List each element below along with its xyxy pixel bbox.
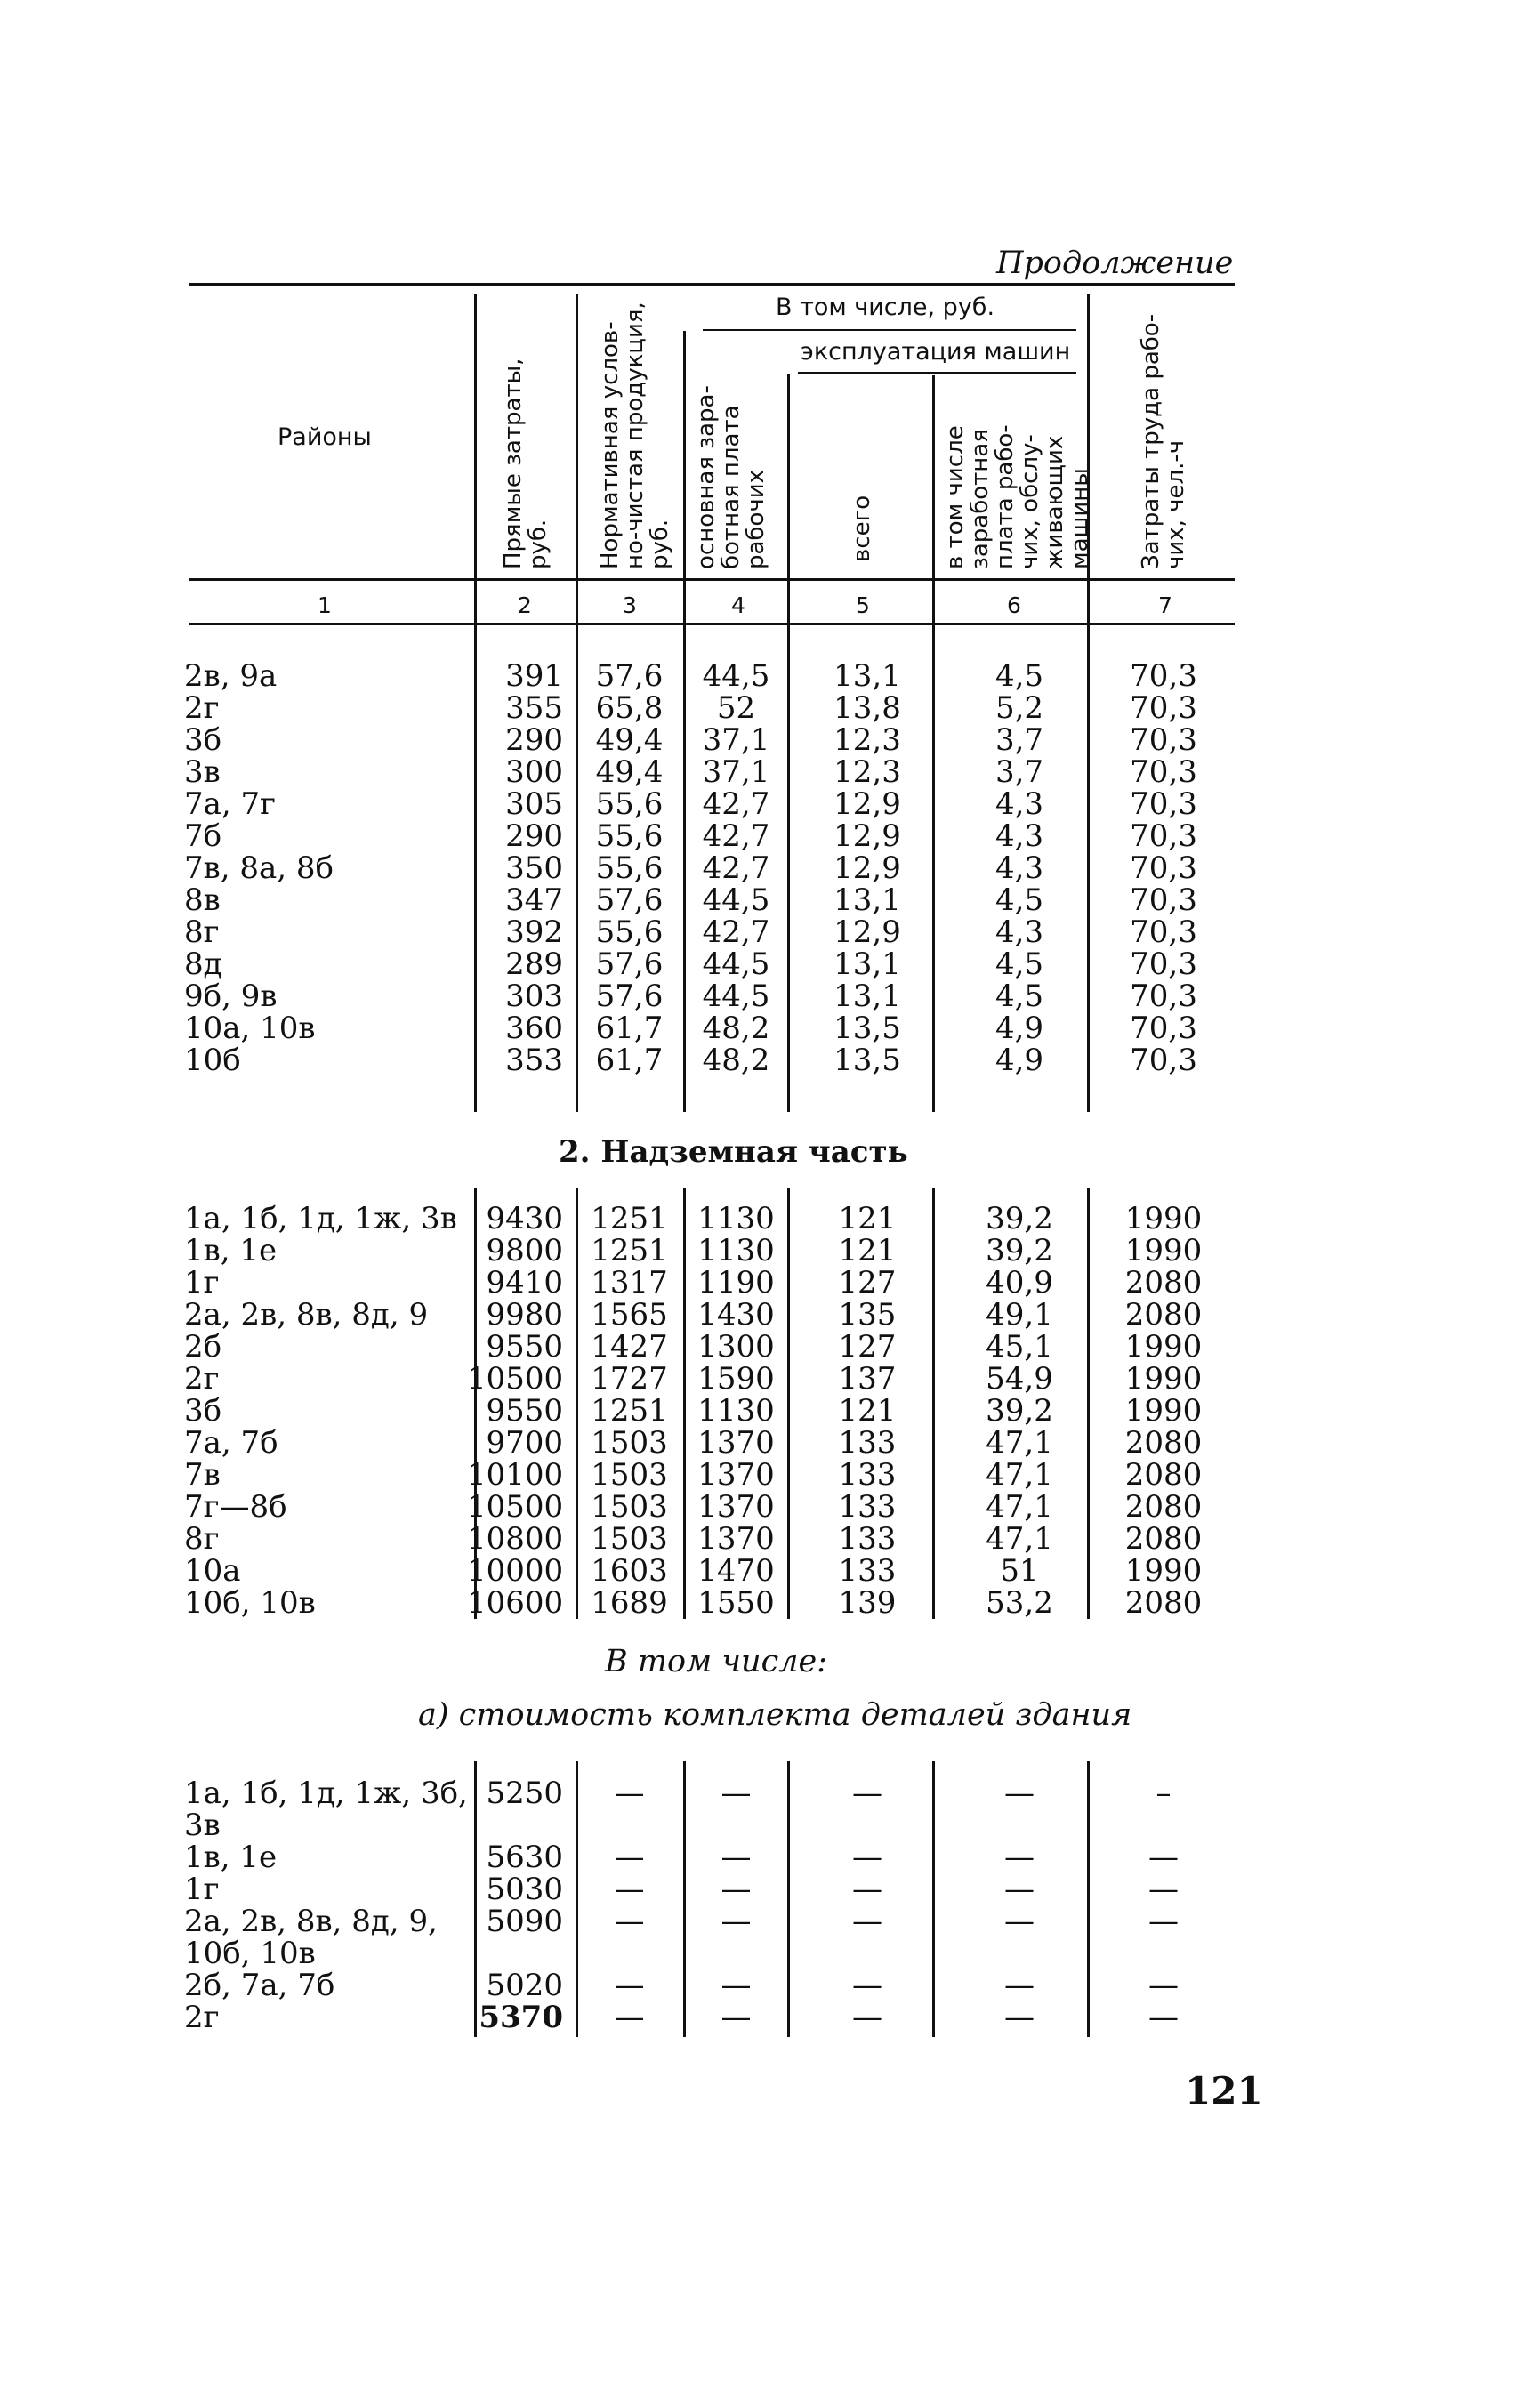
row-direct-costs: 9700 bbox=[486, 1425, 563, 1461]
row-base-wage: 1430 bbox=[697, 1297, 775, 1333]
table-row bbox=[0, 1044, 1538, 1076]
row-machine-total: 135 bbox=[838, 1297, 897, 1333]
row-machine-wage: — bbox=[1004, 1968, 1035, 2003]
row-base-wage: — bbox=[721, 1776, 752, 1811]
row-direct-costs: 9430 bbox=[486, 1201, 563, 1236]
row-machine-total: — bbox=[852, 1904, 882, 1939]
row-machine-wage: 4,9 bbox=[994, 1043, 1044, 1078]
row-machine-total: 12,9 bbox=[833, 850, 901, 886]
row-labor-costs: 2080 bbox=[1124, 1489, 1203, 1525]
row-district: 8г bbox=[184, 914, 220, 950]
row-base-wage: 1370 bbox=[697, 1457, 775, 1493]
row-direct-costs: 303 bbox=[505, 979, 563, 1014]
row-machine-wage: 3,7 bbox=[994, 722, 1044, 758]
row-direct-costs: 5030 bbox=[486, 1872, 563, 1907]
row-direct-costs: 9800 bbox=[486, 1233, 563, 1268]
page-number: 121 bbox=[1185, 2069, 1263, 2113]
row-normative-output: 1503 bbox=[591, 1457, 668, 1493]
header-machine-operation: эксплуатация машин bbox=[801, 338, 1071, 366]
row-machine-wage: 39,2 bbox=[986, 1233, 1053, 1268]
row-direct-costs: 5250 bbox=[486, 1776, 563, 1811]
row-labor-costs: 1990 bbox=[1124, 1393, 1203, 1429]
column-number: 3 bbox=[623, 592, 637, 618]
row-district: 8д bbox=[184, 946, 222, 982]
header-districts: Районы bbox=[278, 423, 372, 451]
row-machine-total: 13,1 bbox=[833, 979, 901, 1014]
column-number: 4 bbox=[731, 592, 745, 618]
row-normative-output: 57,6 bbox=[595, 882, 664, 918]
row-normative-output: 57,6 bbox=[595, 658, 664, 694]
header-divider bbox=[932, 375, 935, 578]
row-machine-wage: 54,9 bbox=[986, 1361, 1053, 1397]
row-machine-total: 121 bbox=[838, 1233, 897, 1268]
row-district: 1г bbox=[184, 1872, 220, 1907]
row-machine-total: 13,5 bbox=[833, 1043, 901, 1078]
row-machine-total: 133 bbox=[838, 1553, 897, 1589]
row-direct-costs: 5370 bbox=[479, 2000, 563, 2035]
row-machine-wage: 4,3 bbox=[994, 914, 1044, 950]
row-district: 2г bbox=[184, 690, 220, 726]
row-labor-costs: — bbox=[1148, 1904, 1179, 1939]
table-row bbox=[0, 1363, 1538, 1395]
row-direct-costs: 305 bbox=[505, 786, 563, 822]
row-base-wage: — bbox=[721, 1872, 752, 1907]
row-district: 9б, 9в bbox=[184, 979, 278, 1014]
table-row bbox=[0, 1523, 1538, 1555]
row-base-wage: 1470 bbox=[697, 1553, 775, 1589]
row-district: 1а, 1б, 1д, 1ж, 3б, bbox=[184, 1776, 468, 1811]
row-base-wage: 44,5 bbox=[702, 946, 770, 982]
row-district: 10б bbox=[184, 1043, 241, 1078]
row-labor-costs: 70,3 bbox=[1130, 690, 1197, 726]
row-district: 1в, 1е bbox=[184, 1233, 278, 1268]
table-row bbox=[0, 1777, 1538, 1809]
row-labor-costs: 2080 bbox=[1124, 1521, 1203, 1557]
row-base-wage: 1370 bbox=[697, 1489, 775, 1525]
row-district: 2г bbox=[184, 1361, 220, 1397]
row-district: 1в, 1е bbox=[184, 1840, 278, 1875]
row-base-wage: 52 bbox=[716, 690, 756, 726]
table-row bbox=[0, 1969, 1538, 2001]
row-district: 2г bbox=[184, 2000, 220, 2035]
row-labor-costs: 1990 bbox=[1124, 1329, 1203, 1365]
row-base-wage: 1370 bbox=[697, 1425, 775, 1461]
row-district: 10а, 10в bbox=[184, 1011, 316, 1046]
including-label: В том числе: bbox=[605, 1644, 827, 1679]
table-row bbox=[0, 1267, 1538, 1299]
table-row bbox=[0, 1012, 1538, 1044]
row-normative-output: 65,8 bbox=[595, 690, 664, 726]
row-direct-costs: 353 bbox=[505, 1043, 563, 1078]
row-direct-costs: 5020 bbox=[486, 1968, 563, 2003]
row-district: 3в bbox=[184, 1808, 221, 1843]
row-machine-total: — bbox=[852, 1872, 882, 1907]
row-machine-wage: 47,1 bbox=[986, 1521, 1053, 1557]
row-labor-costs: 70,3 bbox=[1130, 786, 1197, 822]
row-normative-output: — bbox=[614, 1840, 645, 1875]
row-machine-total: 121 bbox=[838, 1393, 897, 1429]
row-base-wage: 1370 bbox=[697, 1521, 775, 1557]
colnum-divider bbox=[576, 578, 578, 623]
row-base-wage: 42,7 bbox=[702, 914, 770, 950]
row-district: 10б, 10в bbox=[184, 1936, 316, 1971]
row-normative-output: 1503 bbox=[591, 1489, 668, 1525]
row-direct-costs: 290 bbox=[505, 818, 563, 854]
row-base-wage: 1190 bbox=[697, 1265, 775, 1301]
row-machine-total: 139 bbox=[838, 1585, 897, 1621]
row-district: 7а, 7г bbox=[184, 786, 276, 822]
row-direct-costs: 392 bbox=[505, 914, 563, 950]
row-machine-total: 133 bbox=[838, 1521, 897, 1557]
row-district: 2а, 2в, 8в, 8д, 9 bbox=[184, 1297, 429, 1333]
row-base-wage: 1130 bbox=[697, 1201, 775, 1236]
table-row bbox=[0, 1555, 1538, 1587]
table-row bbox=[0, 916, 1538, 948]
row-normative-output: 1565 bbox=[591, 1297, 668, 1333]
row-district: 7в, 8а, 8б bbox=[184, 850, 334, 886]
row-machine-total: 137 bbox=[838, 1361, 897, 1397]
row-district: 8г bbox=[184, 1521, 220, 1557]
row-direct-costs: 360 bbox=[505, 1011, 563, 1046]
row-machine-total: 133 bbox=[838, 1489, 897, 1525]
row-machine-wage: 4,5 bbox=[994, 979, 1044, 1014]
row-base-wage: 42,7 bbox=[702, 818, 770, 854]
header-total: всего bbox=[849, 495, 875, 562]
table-row bbox=[0, 1873, 1538, 1905]
row-base-wage: — bbox=[721, 1968, 752, 2003]
row-direct-costs: 9550 bbox=[486, 1329, 563, 1365]
row-normative-output: 1317 bbox=[591, 1265, 668, 1301]
row-machine-wage: 4,3 bbox=[994, 786, 1044, 822]
row-district: 2б bbox=[184, 1329, 222, 1365]
row-normative-output: 1503 bbox=[591, 1521, 668, 1557]
row-labor-costs: — bbox=[1148, 1840, 1179, 1875]
table-row bbox=[0, 1331, 1538, 1363]
row-machine-wage: 49,1 bbox=[986, 1297, 1053, 1333]
row-base-wage: 48,2 bbox=[702, 1043, 770, 1078]
row-labor-costs: 1990 bbox=[1124, 1553, 1203, 1589]
header-divider bbox=[683, 331, 686, 578]
row-base-wage: 44,5 bbox=[702, 882, 770, 918]
row-direct-costs: 9550 bbox=[486, 1393, 563, 1429]
row-machine-wage: — bbox=[1004, 1904, 1035, 1939]
row-machine-total: 13,1 bbox=[833, 882, 901, 918]
row-machine-wage: 3,7 bbox=[994, 754, 1044, 790]
header-direct-costs: Прямые затраты, руб. bbox=[500, 358, 552, 569]
row-base-wage: — bbox=[721, 2000, 752, 2035]
row-direct-costs: 10100 bbox=[467, 1457, 564, 1493]
row-direct-costs: 9980 bbox=[486, 1297, 563, 1333]
column-number: 5 bbox=[856, 592, 870, 618]
subheader-rule bbox=[798, 372, 1076, 374]
table-row bbox=[0, 2001, 1538, 2034]
row-machine-wage: 4,9 bbox=[994, 1011, 1044, 1046]
row-district: 7б bbox=[184, 818, 222, 854]
row-normative-output: 1427 bbox=[591, 1329, 668, 1365]
row-normative-output: 49,4 bbox=[595, 722, 664, 758]
row-base-wage: 1130 bbox=[697, 1233, 775, 1268]
row-base-wage: 42,7 bbox=[702, 786, 770, 822]
table-row bbox=[0, 1841, 1538, 1873]
table-row bbox=[0, 756, 1538, 788]
row-direct-costs: 10600 bbox=[467, 1585, 564, 1621]
table-row bbox=[0, 948, 1538, 980]
row-machine-total: 133 bbox=[838, 1457, 897, 1493]
row-district: 2в, 9а bbox=[184, 658, 278, 694]
row-machine-total: — bbox=[852, 1968, 882, 2003]
row-base-wage: 37,1 bbox=[702, 754, 770, 790]
colnum-divider bbox=[474, 578, 477, 623]
table-row bbox=[0, 788, 1538, 820]
row-direct-costs: 289 bbox=[505, 946, 563, 982]
row-normative-output: — bbox=[614, 1776, 645, 1811]
table-row bbox=[0, 1203, 1538, 1235]
row-machine-wage: 53,2 bbox=[986, 1585, 1053, 1621]
row-normative-output: 1251 bbox=[591, 1201, 668, 1236]
row-machine-total: 13,8 bbox=[833, 690, 901, 726]
row-machine-total: 133 bbox=[838, 1425, 897, 1461]
table-row bbox=[0, 980, 1538, 1012]
row-base-wage: — bbox=[721, 1840, 752, 1875]
row-normative-output: — bbox=[614, 1968, 645, 2003]
row-district: 8в bbox=[184, 882, 221, 918]
row-district: 7г—8б bbox=[184, 1489, 287, 1525]
row-normative-output: — bbox=[614, 1904, 645, 1939]
row-machine-total: — bbox=[852, 2000, 882, 2035]
row-base-wage: 42,7 bbox=[702, 850, 770, 886]
continuation-label: Продолжение bbox=[996, 246, 1234, 281]
row-normative-output: — bbox=[614, 2000, 645, 2035]
row-normative-output: 55,6 bbox=[595, 914, 664, 950]
row-district: 7в bbox=[184, 1457, 221, 1493]
row-machine-wage: 47,1 bbox=[986, 1457, 1053, 1493]
row-district: 2б, 7а, 7б bbox=[184, 1968, 335, 2003]
header-top-rule bbox=[189, 283, 1235, 286]
row-direct-costs: 391 bbox=[505, 658, 563, 694]
row-labor-costs: 70,3 bbox=[1130, 946, 1197, 982]
row-direct-costs: 5090 bbox=[486, 1904, 563, 1939]
table-row bbox=[0, 1395, 1538, 1427]
row-direct-costs: 347 bbox=[505, 882, 563, 918]
row-machine-total: 121 bbox=[838, 1201, 897, 1236]
row-machine-wage: 5,2 bbox=[994, 690, 1044, 726]
row-base-wage: 48,2 bbox=[702, 1011, 770, 1046]
table-row bbox=[0, 1235, 1538, 1267]
row-district: 3в bbox=[184, 754, 221, 790]
header-normative-output: Нормативная услов- но-чистая продукция, руб. bbox=[597, 302, 673, 569]
colnum-divider bbox=[683, 578, 686, 623]
row-machine-total: 12,3 bbox=[833, 722, 901, 758]
header-including-wage: в том числе заработная плата рабо- чих, обслу- живающих машины bbox=[942, 424, 1093, 569]
row-labor-costs: 70,3 bbox=[1130, 1043, 1197, 1078]
row-labor-costs: 70,3 bbox=[1130, 722, 1197, 758]
row-district: 1г bbox=[184, 1265, 220, 1301]
header-including-rub: В том числе, руб. bbox=[776, 294, 995, 321]
colnum-bottom-rule bbox=[189, 623, 1235, 625]
row-district: 3б bbox=[184, 1393, 222, 1429]
table-row bbox=[0, 724, 1538, 756]
row-normative-output: 55,6 bbox=[595, 786, 664, 822]
row-machine-total: 12,9 bbox=[833, 818, 901, 854]
header-divider bbox=[576, 294, 578, 578]
row-machine-total: 127 bbox=[838, 1329, 897, 1365]
colnum-divider bbox=[787, 578, 790, 623]
row-labor-costs: — bbox=[1148, 1872, 1179, 1907]
table-row bbox=[0, 1809, 1538, 1841]
row-direct-costs: 290 bbox=[505, 722, 563, 758]
row-normative-output: 61,7 bbox=[595, 1011, 664, 1046]
row-labor-costs: 2080 bbox=[1124, 1585, 1203, 1621]
row-direct-costs: 350 bbox=[505, 850, 563, 886]
row-district: 10а bbox=[184, 1553, 241, 1589]
row-normative-output: 1503 bbox=[591, 1425, 668, 1461]
row-base-wage: 1300 bbox=[697, 1329, 775, 1365]
row-labor-costs: 70,3 bbox=[1130, 850, 1197, 886]
column-number: 2 bbox=[518, 592, 532, 618]
row-direct-costs: 355 bbox=[505, 690, 563, 726]
row-machine-wage: 40,9 bbox=[986, 1265, 1053, 1301]
row-normative-output: 57,6 bbox=[595, 946, 664, 982]
row-district: 7а, 7б bbox=[184, 1425, 278, 1461]
row-labor-costs: 1990 bbox=[1124, 1361, 1203, 1397]
row-machine-total: 127 bbox=[838, 1265, 897, 1301]
row-normative-output: 1727 bbox=[591, 1361, 668, 1397]
table-row bbox=[0, 1459, 1538, 1491]
row-base-wage: 1130 bbox=[697, 1393, 775, 1429]
row-labor-costs: — bbox=[1148, 1968, 1179, 2003]
subsection-title: а) стоимость комплекта деталей здания bbox=[418, 1697, 1132, 1733]
table-row bbox=[0, 852, 1538, 884]
column-number: 6 bbox=[1007, 592, 1021, 618]
row-machine-wage: 4,3 bbox=[994, 850, 1044, 886]
row-direct-costs: 9410 bbox=[486, 1265, 563, 1301]
row-machine-total: 12,3 bbox=[833, 754, 901, 790]
row-machine-total: — bbox=[852, 1776, 882, 1811]
row-labor-costs: 70,3 bbox=[1130, 1011, 1197, 1046]
row-labor-costs: 70,3 bbox=[1130, 914, 1197, 950]
row-machine-wage: — bbox=[1004, 1840, 1035, 1875]
table-row bbox=[0, 820, 1538, 852]
row-normative-output: 61,7 bbox=[595, 1043, 664, 1078]
row-machine-wage: — bbox=[1004, 1776, 1035, 1811]
colnum-divider bbox=[932, 578, 935, 623]
row-base-wage: 37,1 bbox=[702, 722, 770, 758]
row-district: 2а, 2в, 8в, 8д, 9, bbox=[184, 1904, 438, 1939]
row-machine-wage: 51 bbox=[1000, 1553, 1039, 1589]
row-direct-costs: 10500 bbox=[467, 1361, 564, 1397]
row-machine-wage: 47,1 bbox=[986, 1425, 1053, 1461]
row-labor-costs: — bbox=[1148, 2000, 1179, 2035]
row-normative-output: 55,6 bbox=[595, 850, 664, 886]
row-normative-output: 57,6 bbox=[595, 979, 664, 1014]
row-labor-costs: 70,3 bbox=[1130, 818, 1197, 854]
column-number: 7 bbox=[1158, 592, 1172, 618]
row-machine-wage: 4,5 bbox=[994, 946, 1044, 982]
row-district: 3б bbox=[184, 722, 222, 758]
row-base-wage: 44,5 bbox=[702, 979, 770, 1014]
row-machine-wage: 4,5 bbox=[994, 882, 1044, 918]
row-base-wage: 1590 bbox=[697, 1361, 775, 1397]
row-labor-costs: 2080 bbox=[1124, 1425, 1203, 1461]
row-machine-total: 12,9 bbox=[833, 786, 901, 822]
row-machine-wage: 4,3 bbox=[994, 818, 1044, 854]
row-machine-wage: — bbox=[1004, 1872, 1035, 1907]
row-machine-total: 13,1 bbox=[833, 946, 901, 982]
table-row bbox=[0, 1491, 1538, 1523]
row-labor-costs: 70,3 bbox=[1130, 658, 1197, 694]
row-machine-total: — bbox=[852, 1840, 882, 1875]
header-divider bbox=[474, 294, 477, 578]
row-district: 1а, 1б, 1д, 1ж, 3в bbox=[184, 1201, 457, 1236]
row-labor-costs: 2080 bbox=[1124, 1265, 1203, 1301]
row-normative-output: 1603 bbox=[591, 1553, 668, 1589]
table-row bbox=[0, 1427, 1538, 1459]
row-normative-output: 49,4 bbox=[595, 754, 664, 790]
row-base-wage: — bbox=[721, 1904, 752, 1939]
row-machine-wage: 39,2 bbox=[986, 1393, 1053, 1429]
row-normative-output: — bbox=[614, 1872, 645, 1907]
row-machine-wage: — bbox=[1004, 2000, 1035, 2035]
column-number: 1 bbox=[318, 592, 332, 618]
row-machine-wage: 4,5 bbox=[994, 658, 1044, 694]
header-base-wage: основная зара- ботная плата рабочих bbox=[693, 385, 769, 569]
table-row bbox=[0, 884, 1538, 916]
row-labor-costs: 1990 bbox=[1124, 1201, 1203, 1236]
header-bottom-rule bbox=[189, 578, 1235, 581]
section-title: 2. Надземная часть bbox=[559, 1134, 908, 1170]
row-labor-costs: 2080 bbox=[1124, 1297, 1203, 1333]
row-labor-costs: 70,3 bbox=[1130, 754, 1197, 790]
table-row bbox=[0, 1299, 1538, 1331]
row-normative-output: 1251 bbox=[591, 1233, 668, 1268]
row-labor-costs: 70,3 bbox=[1130, 882, 1197, 918]
header-divider bbox=[787, 374, 790, 578]
row-machine-total: 13,5 bbox=[833, 1011, 901, 1046]
row-district: 10б, 10в bbox=[184, 1585, 316, 1621]
row-base-wage: 44,5 bbox=[702, 658, 770, 694]
subheader-rule bbox=[703, 329, 1076, 331]
table-row bbox=[0, 660, 1538, 692]
row-direct-costs: 10800 bbox=[467, 1521, 564, 1557]
row-normative-output: 55,6 bbox=[595, 818, 664, 854]
table-row bbox=[0, 1587, 1538, 1619]
colnum-divider bbox=[1087, 578, 1090, 623]
row-direct-costs: 300 bbox=[505, 754, 563, 790]
row-direct-costs: 5630 bbox=[486, 1840, 563, 1875]
row-machine-wage: 39,2 bbox=[986, 1201, 1053, 1236]
row-labor-costs: 1990 bbox=[1124, 1233, 1203, 1268]
row-labor-costs: 2080 bbox=[1124, 1457, 1203, 1493]
row-labor-costs: – bbox=[1156, 1776, 1172, 1811]
table-row bbox=[0, 1937, 1538, 1969]
row-normative-output: 1251 bbox=[591, 1393, 668, 1429]
row-normative-output: 1689 bbox=[591, 1585, 668, 1621]
row-machine-wage: 45,1 bbox=[986, 1329, 1053, 1365]
row-base-wage: 1550 bbox=[697, 1585, 775, 1621]
table-row bbox=[0, 1905, 1538, 1937]
row-direct-costs: 10000 bbox=[467, 1553, 564, 1589]
header-labor-costs: Затраты труда рабо- чих, чел.-ч bbox=[1138, 313, 1189, 569]
row-labor-costs: 70,3 bbox=[1130, 979, 1197, 1014]
row-machine-total: 12,9 bbox=[833, 914, 901, 950]
table-row bbox=[0, 692, 1538, 724]
row-machine-total: 13,1 bbox=[833, 658, 901, 694]
row-direct-costs: 10500 bbox=[467, 1489, 564, 1525]
row-machine-wage: 47,1 bbox=[986, 1489, 1053, 1525]
